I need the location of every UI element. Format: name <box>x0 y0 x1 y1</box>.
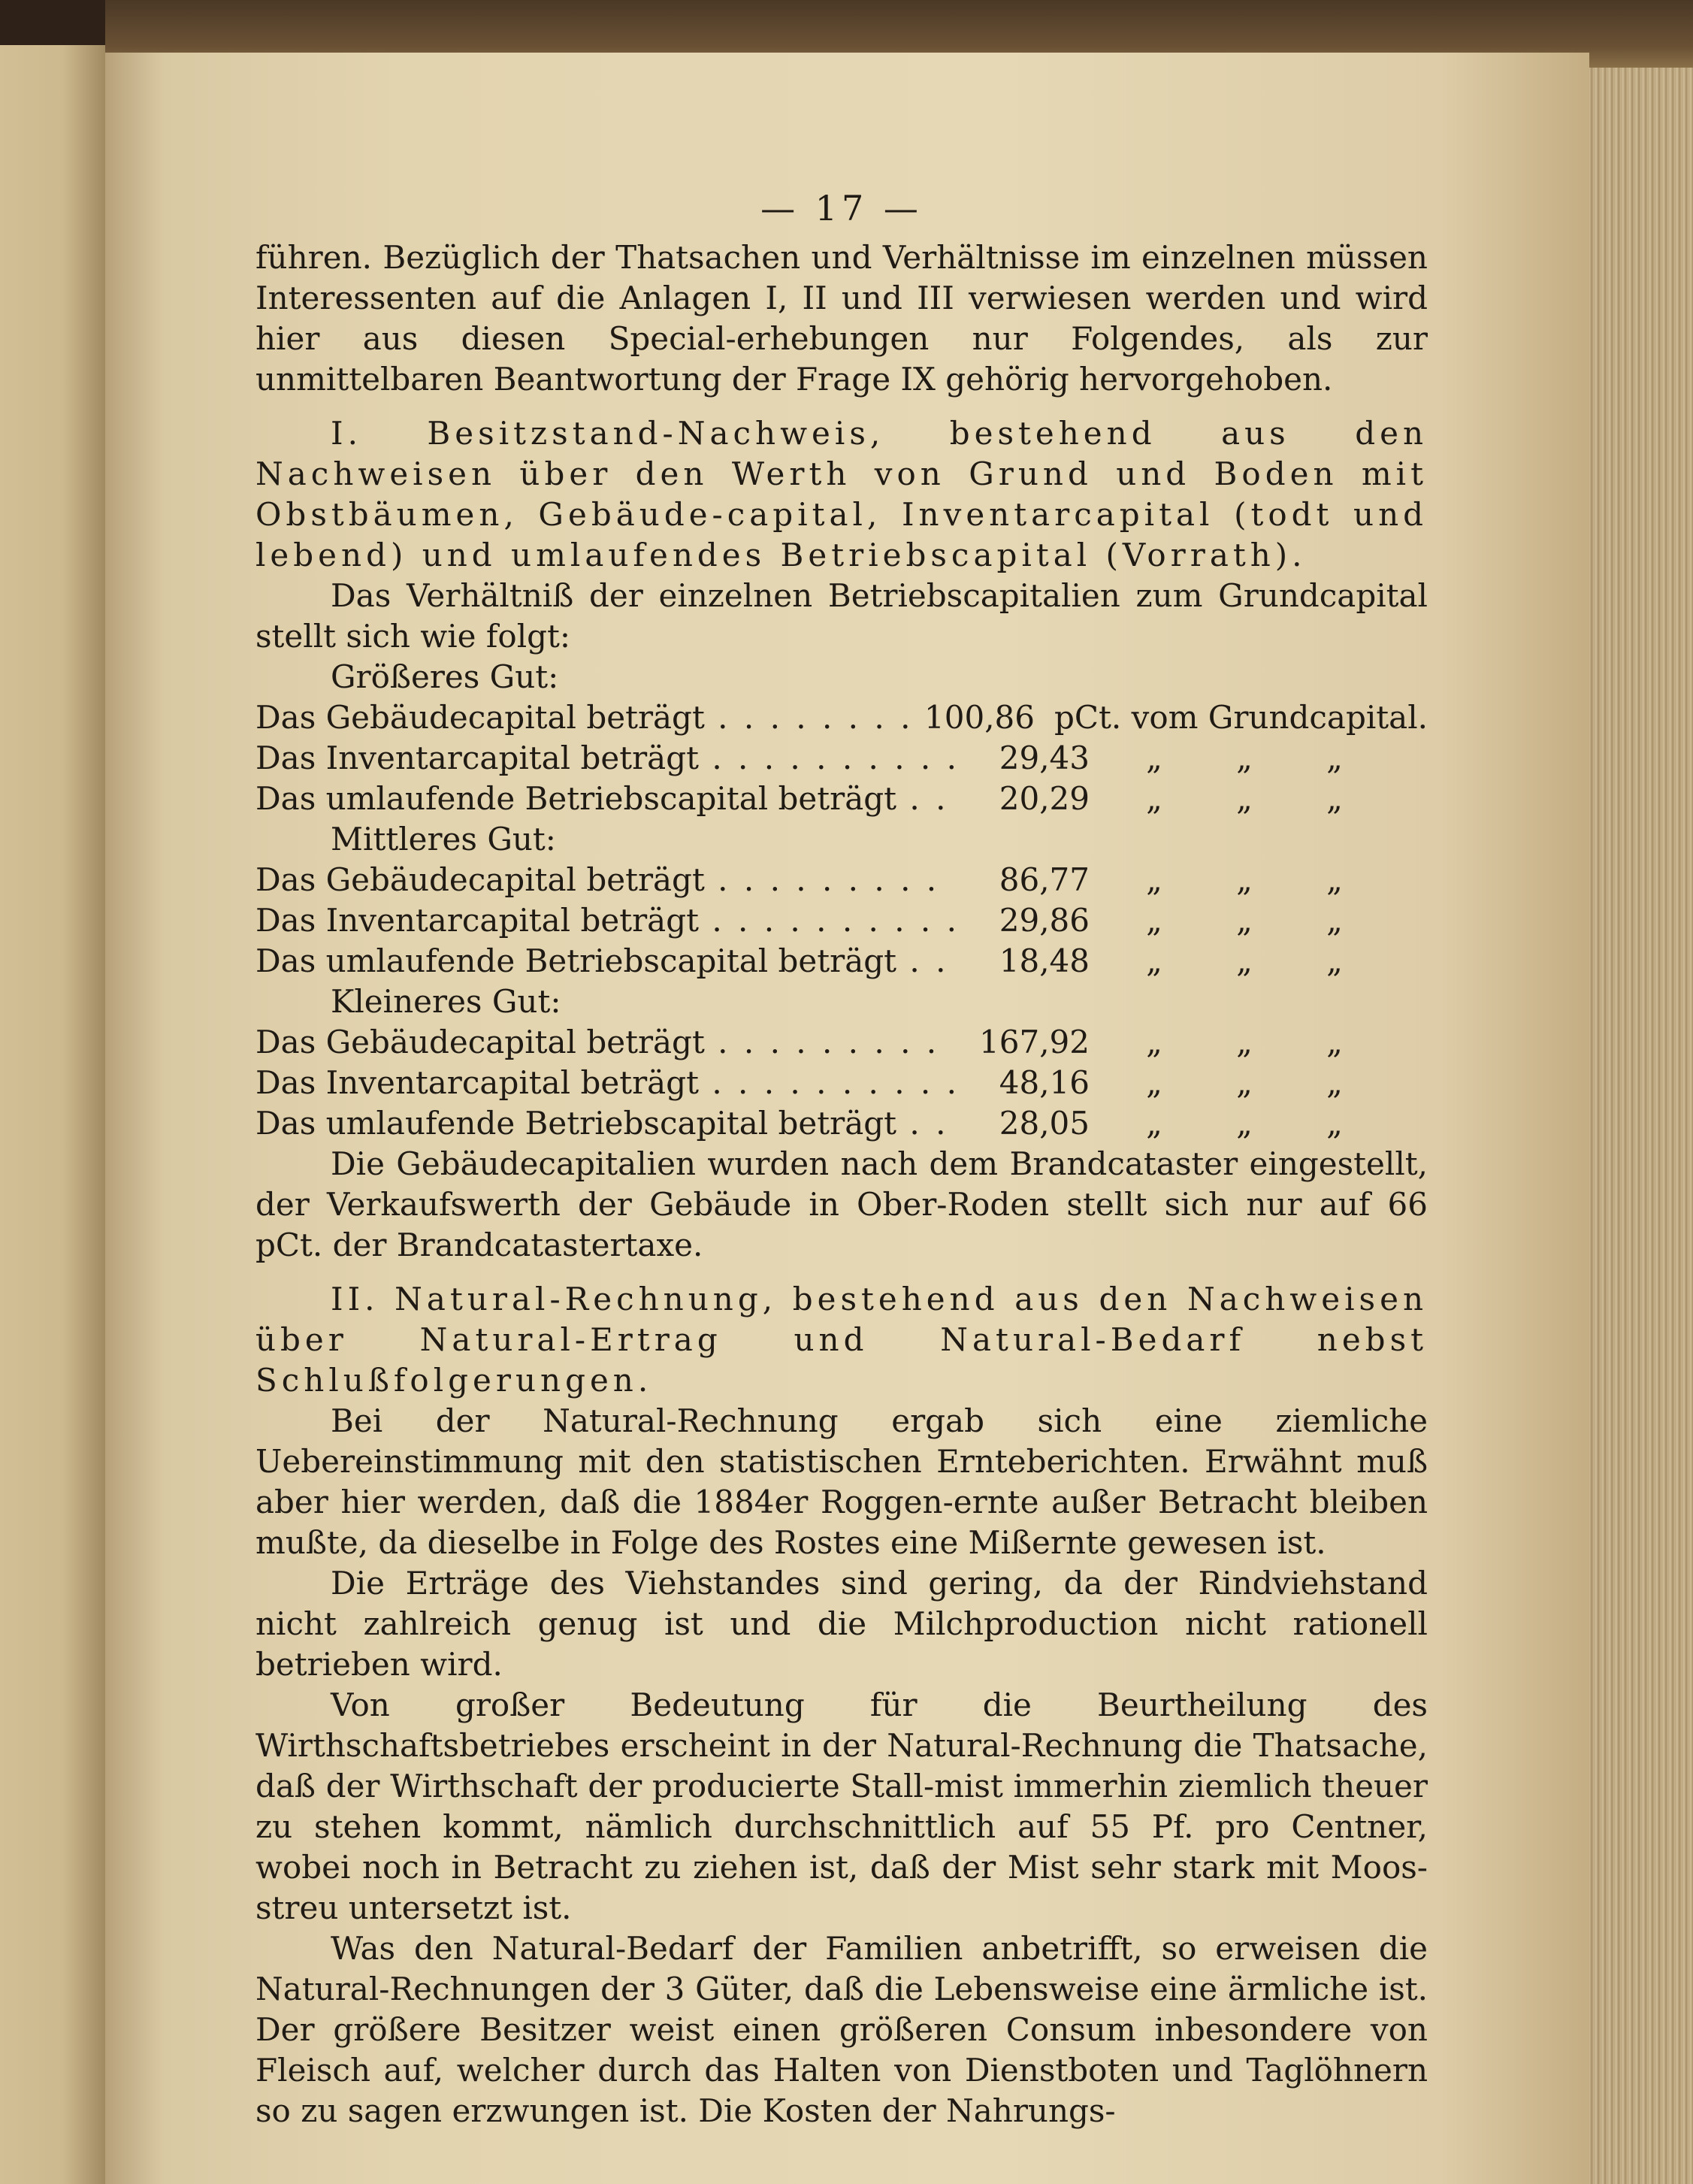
row-value: 29,43 <box>999 740 1090 776</box>
group-label: Mittleres Gut: <box>331 821 556 858</box>
row-ditto-marks: „ „ „ <box>1146 740 1343 776</box>
paragraph-intro: führen. Bezüglich der Thatsachen und Verhältnisse im einzelnen müssen Interessenten auf die Anlagen I, II und III verwiesen werden und wird hier aus diesen Special-erhebungen nur Folgendes, als zur unmittelbaren Beantwortung der Frage IX gehörig hervorgehoben. <box>255 239 1428 398</box>
paragraph-gebaeudecapitalien: Die Gebäudecapitalien wurden nach dem Brandcataster eingestellt, der Verkaufswerth der Gebäude in Ober-Roden stellt sich nur auf 66 pCt. der Brandcatastertaxe. <box>255 1145 1428 1263</box>
row-ditto-marks: „ „ „ <box>1146 861 1343 898</box>
group-label: Kleineres Gut: <box>331 983 561 1020</box>
row-value: 29,86 <box>999 902 1090 939</box>
row-description: Das umlaufende Betriebscapital beträgt . . . <box>255 779 954 819</box>
section-heading-besitzstand: I. Besitzstand-Nachweis, bestehend aus den Nachweisen über den Werth von Grund und Boden mit Obstbäumen, Gebäude-capital, Inventarcapital (todt und lebend) und umlaufendes Betriebscapital (Vorrath). <box>255 415 1428 573</box>
capital-table <box>255 657 1428 1144</box>
table-row <box>255 860 1428 900</box>
row-value: 100,86 <box>924 699 1035 736</box>
paragraph-stallmist: Von großer Bedeutung für die Beurtheilung des Wirthschaftsbetriebes erscheint in der Natural-Rechnung die Thatsache, daß der Wirthschaft der producierte Stall-mist immerhin ziemlich theuer zu stehen kommt, nämlich durchschnittlich auf 55 Pf. pro Centner, wobei noch in Betracht zu ziehen ist, daß der Mist sehr stark mit Moos-streu untersetzt ist. <box>255 1686 1428 1926</box>
row-description: Das umlaufende Betriebscapital beträgt . . . <box>255 1103 954 1144</box>
row-value: 18,48 <box>999 942 1090 979</box>
page-number: — 17 — <box>760 188 923 228</box>
table-row <box>255 697 1428 738</box>
paragraph-viehstand: Die Erträge des Viehstandes sind gering, da der Rindviehstand nicht zahlreich genug ist und die Milchproduction nicht rationell betrieben wird. <box>255 1565 1428 1683</box>
row-description: Das Gebäudecapital beträgt . . . <box>255 697 908 738</box>
table-row <box>255 1103 1428 1144</box>
paragraph-verhaeltniss: Das Verhältniß der einzelnen Betriebscapitalien zum Grundcapital stellt sich wie folgt: <box>255 577 1428 655</box>
paragraph-natural-bedarf: Was den Natural-Bedarf der Familien anbetrifft, so erweisen die Natural-Rechnungen der 3 Güter, daß die Lebensweise eine ärmliche ist. Der größere Besitzer weist einen größeren Consum inbesondere von Fleisch auf, welcher durch das Halten von Dienstboten und Taglöhnern so zu sagen erzwungen ist. Die Kosten der Nahrungs- <box>255 1930 1428 2129</box>
left-page-edge <box>0 45 105 2184</box>
row-description: Das Gebäudecapital beträgt . . . <box>255 1022 954 1063</box>
row-description: Das umlaufende Betriebscapital beträgt . . . <box>255 941 954 982</box>
row-description: Das Inventarcapital beträgt . . . <box>255 1063 954 1103</box>
table-row <box>255 1022 1428 1063</box>
table-row <box>255 900 1428 941</box>
table-row <box>255 941 1428 982</box>
group-label: Größeres Gut: <box>331 658 559 695</box>
row-ditto-marks: „ „ „ <box>1146 1064 1343 1101</box>
row-description: Das Gebäudecapital beträgt . . . <box>255 860 954 900</box>
row-unit: pCt. vom Grundcapital. <box>1054 699 1428 736</box>
row-ditto-marks: „ „ „ <box>1146 780 1343 817</box>
row-value: 28,05 <box>999 1105 1090 1142</box>
row-description: Das Inventarcapital beträgt . . . <box>255 738 954 779</box>
table-row <box>255 1063 1428 1103</box>
row-value: 20,29 <box>999 780 1090 817</box>
table-row <box>255 738 1428 779</box>
section-heading-natural-rechnung: II. Natural-Rechnung, bestehend aus den Nachweisen über Natural-Ertrag und Natural-Bedarf nebst Schlußfolgerungen. <box>255 1281 1428 1399</box>
table-row <box>255 779 1428 819</box>
row-ditto-marks: „ „ „ <box>1146 942 1343 979</box>
row-value: 48,16 <box>999 1064 1090 1101</box>
paragraph-natural-rechnung: Bei der Natural-Rechnung ergab sich eine ziemliche Uebereinstimmung mit den statistischen Ernteberichten. Erwähnt muß aber hier werden, daß die 1884er Roggen-ernte außer Betracht bleiben mußte, da dieselbe in Folge des Rostes eine Mißernte gewesen ist. <box>255 1402 1428 1561</box>
row-value: 86,77 <box>999 861 1090 898</box>
row-ditto-marks: „ „ „ <box>1146 902 1343 939</box>
row-ditto-marks: „ „ „ <box>1146 1024 1343 1060</box>
row-ditto-marks: „ „ „ <box>1146 1105 1343 1142</box>
row-value: 167,92 <box>979 1024 1090 1060</box>
row-description: Das Inventarcapital beträgt . . . <box>255 900 954 941</box>
page-text <box>255 188 1428 2131</box>
